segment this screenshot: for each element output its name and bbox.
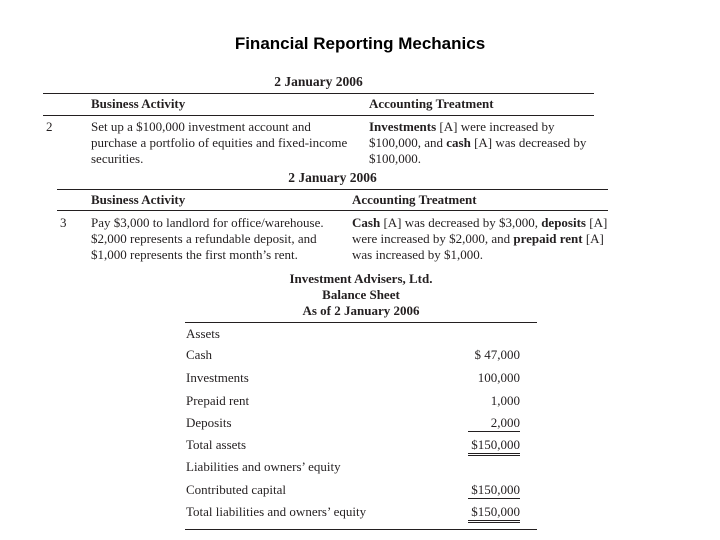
- business-activity-text: [91, 215, 324, 263]
- header-rule: [57, 210, 608, 211]
- account-name: deposits: [541, 215, 586, 230]
- accounting-treatment-text: [352, 215, 607, 263]
- table-top-rule: [57, 189, 608, 190]
- treatment-text: were increased by $2,000, and: [352, 231, 514, 246]
- treatment-line: [369, 135, 586, 151]
- row-value: $ 47,000: [474, 347, 520, 362]
- row-label: Total liabilities and owners’ equity: [186, 504, 367, 519]
- balance-sheet-row: [186, 459, 520, 479]
- balance-sheet-row: [186, 326, 520, 346]
- activity-line: securities.: [91, 151, 144, 166]
- statement-name: Balance Sheet: [322, 287, 400, 302]
- balance-sheet-row: [186, 393, 520, 413]
- activity-line: Set up a $100,000 investment account and: [91, 119, 311, 134]
- balance-sheet-top-rule: [185, 322, 537, 323]
- row-label: Liabilities and owners’ equity: [186, 459, 341, 474]
- balance-sheet-row: [186, 504, 520, 524]
- row-label: Prepaid rent: [186, 393, 250, 408]
- accounting-treatment-text: [369, 119, 586, 167]
- slide-title: Financial Reporting Mechanics: [234, 34, 486, 53]
- treatment-text: [A]: [586, 215, 608, 230]
- account-name: Cash: [352, 215, 381, 230]
- account-name: cash: [446, 135, 471, 150]
- header-accounting-treatment: Accounting Treatment: [369, 96, 494, 111]
- balance-sheet-heading: [185, 271, 537, 319]
- treatment-text: [A] were increased by: [436, 119, 555, 134]
- row-value: 2,000: [468, 415, 520, 432]
- treatment-text: was increased by $1,000.: [352, 247, 484, 262]
- treatment-text: [A] was decreased by: [470, 135, 587, 150]
- header-business-activity: Business Activity: [91, 192, 186, 207]
- header-rule: [43, 115, 594, 116]
- treatment-line: [369, 151, 586, 167]
- balance-sheet-row: [186, 347, 520, 367]
- treatment-text: [A] was decreased by $3,000,: [380, 215, 542, 230]
- row-label: Cash: [186, 347, 212, 362]
- activity-line: $2,000 represents a refundable deposit, and: [91, 231, 317, 246]
- balance-sheet-row: [186, 370, 520, 390]
- header-business-activity: Business Activity: [91, 96, 186, 111]
- account-name: Investments: [369, 119, 437, 134]
- treatment-text: $100,000, and: [369, 135, 447, 150]
- company-name: Investment Advisers, Ltd.: [289, 271, 433, 286]
- activity-line: purchase a portfolio of equities and fixed-income: [91, 135, 348, 150]
- balance-sheet-row: [186, 415, 520, 435]
- transaction-date: 2 January 2006: [288, 170, 377, 185]
- transaction-date: 2 January 2006: [274, 74, 363, 89]
- treatment-line: [352, 231, 607, 247]
- statement-date: As of 2 January 2006: [302, 303, 420, 318]
- treatment-text: $100,000.: [369, 151, 421, 166]
- row-label: Investments: [186, 370, 249, 385]
- row-value: $150,000: [468, 437, 520, 456]
- row-label: Contributed capital: [186, 482, 287, 497]
- activity-line: Pay $3,000 to landlord for office/warehouse.: [91, 215, 324, 230]
- balance-sheet-row: [186, 482, 520, 502]
- account-name: prepaid rent: [513, 231, 583, 246]
- balance-sheet-row: [186, 437, 520, 457]
- treatment-text: [A]: [582, 231, 604, 246]
- row-label: Total assets: [186, 437, 247, 452]
- row-label: Deposits: [186, 415, 232, 430]
- row-value: $150,000: [468, 504, 520, 523]
- row-value: 1,000: [490, 393, 520, 408]
- transaction-number: 2: [46, 119, 53, 134]
- treatment-line: [352, 215, 607, 231]
- transaction-number: 3: [60, 215, 67, 230]
- row-label: Assets: [186, 326, 220, 341]
- row-value: $150,000: [468, 482, 520, 499]
- activity-line: $1,000 represents the first month’s rent.: [91, 247, 298, 262]
- business-activity-text: [91, 119, 347, 167]
- balance-sheet-bottom-rule: [185, 529, 537, 530]
- header-accounting-treatment: Accounting Treatment: [352, 192, 477, 207]
- row-value: 100,000: [477, 370, 520, 385]
- treatment-line: [369, 119, 586, 135]
- table-top-rule: [43, 93, 594, 94]
- treatment-line: [352, 247, 607, 263]
